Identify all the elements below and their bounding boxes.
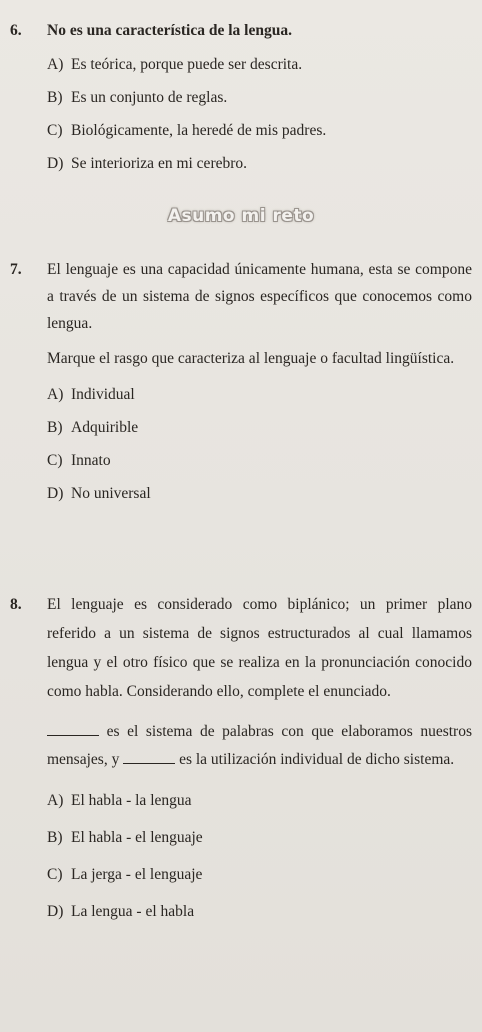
options-list xyxy=(47,378,472,510)
section-banner: Asumo mi reto xyxy=(167,206,315,226)
option-b[interactable]: B) El habla - el lenguaje xyxy=(47,828,203,846)
option-text: Es teórica, porque puede ser descrita. xyxy=(71,55,303,73)
option-b[interactable]: B) Adquirible xyxy=(47,418,139,436)
blank-1[interactable] xyxy=(47,721,99,736)
fill-in-statement: es el sistema de palabras con que elaboramos nuestros mensajes, y es la utilización individual de dicho sistema. xyxy=(47,723,472,768)
option-a[interactable]: A) El habla - la lengua xyxy=(47,791,192,809)
option-a[interactable]: A) Es teórica, porque puede ser descrita. xyxy=(47,55,303,73)
question-7 xyxy=(10,256,472,510)
question-stem: El lenguaje es una capacidad únicamente humana, esta se compone a través de un sistema de signos específicos que conocemos como lengua. xyxy=(47,261,472,332)
option-text: Es un conjunto de reglas. xyxy=(71,88,228,106)
option-text: No universal xyxy=(71,484,151,502)
option-d[interactable]: D) La lengua - el habla xyxy=(47,902,195,920)
option-text: El habla - el lenguaje xyxy=(71,828,203,846)
blank-2[interactable] xyxy=(123,749,175,764)
option-text: Individual xyxy=(71,385,135,403)
option-d[interactable]: D) Se interioriza en mi cerebro. xyxy=(47,154,248,172)
option-text: Innato xyxy=(71,451,111,469)
option-text: Biológicamente, la heredé de mis padres. xyxy=(71,121,327,139)
option-d[interactable]: D) No universal xyxy=(47,484,151,502)
option-c[interactable]: C) La jerga - el lenguaje xyxy=(47,865,203,883)
option-text: Se interioriza en mi cerebro. xyxy=(71,154,248,172)
option-b[interactable]: B) Es un conjunto de reglas. xyxy=(47,88,228,106)
option-a[interactable]: A) Individual xyxy=(47,385,135,403)
options-list xyxy=(47,782,472,930)
option-c[interactable]: C) Biológicamente, la heredé de mis padres. xyxy=(47,121,327,139)
question-number: 6. xyxy=(10,22,22,39)
option-text: La jerga - el lenguaje xyxy=(71,865,203,883)
question-number: 7. xyxy=(10,261,22,278)
option-c[interactable]: C) Innato xyxy=(47,451,111,469)
question-stem: El lenguaje es considerado como biplánico; un primer plano referido a un sistema de signos estructurados al cual llamamos lengua y el otro físico que se realiza en la pronunciación conocido como habla. Considerando ello, complete el enunciado. xyxy=(47,596,472,700)
question-number: 8. xyxy=(10,596,22,613)
options-list xyxy=(47,48,472,180)
question-6 xyxy=(10,20,472,180)
question-instruction: Marque el rasgo que caracteriza al lenguaje o facultad lingüística. xyxy=(47,350,455,367)
option-text: La lengua - el habla xyxy=(71,902,195,920)
question-8 xyxy=(10,590,472,930)
option-text: Adquirible xyxy=(71,418,139,436)
question-stem: No es una característica de la lengua. xyxy=(47,22,292,39)
option-text: El habla - la lengua xyxy=(71,791,192,809)
